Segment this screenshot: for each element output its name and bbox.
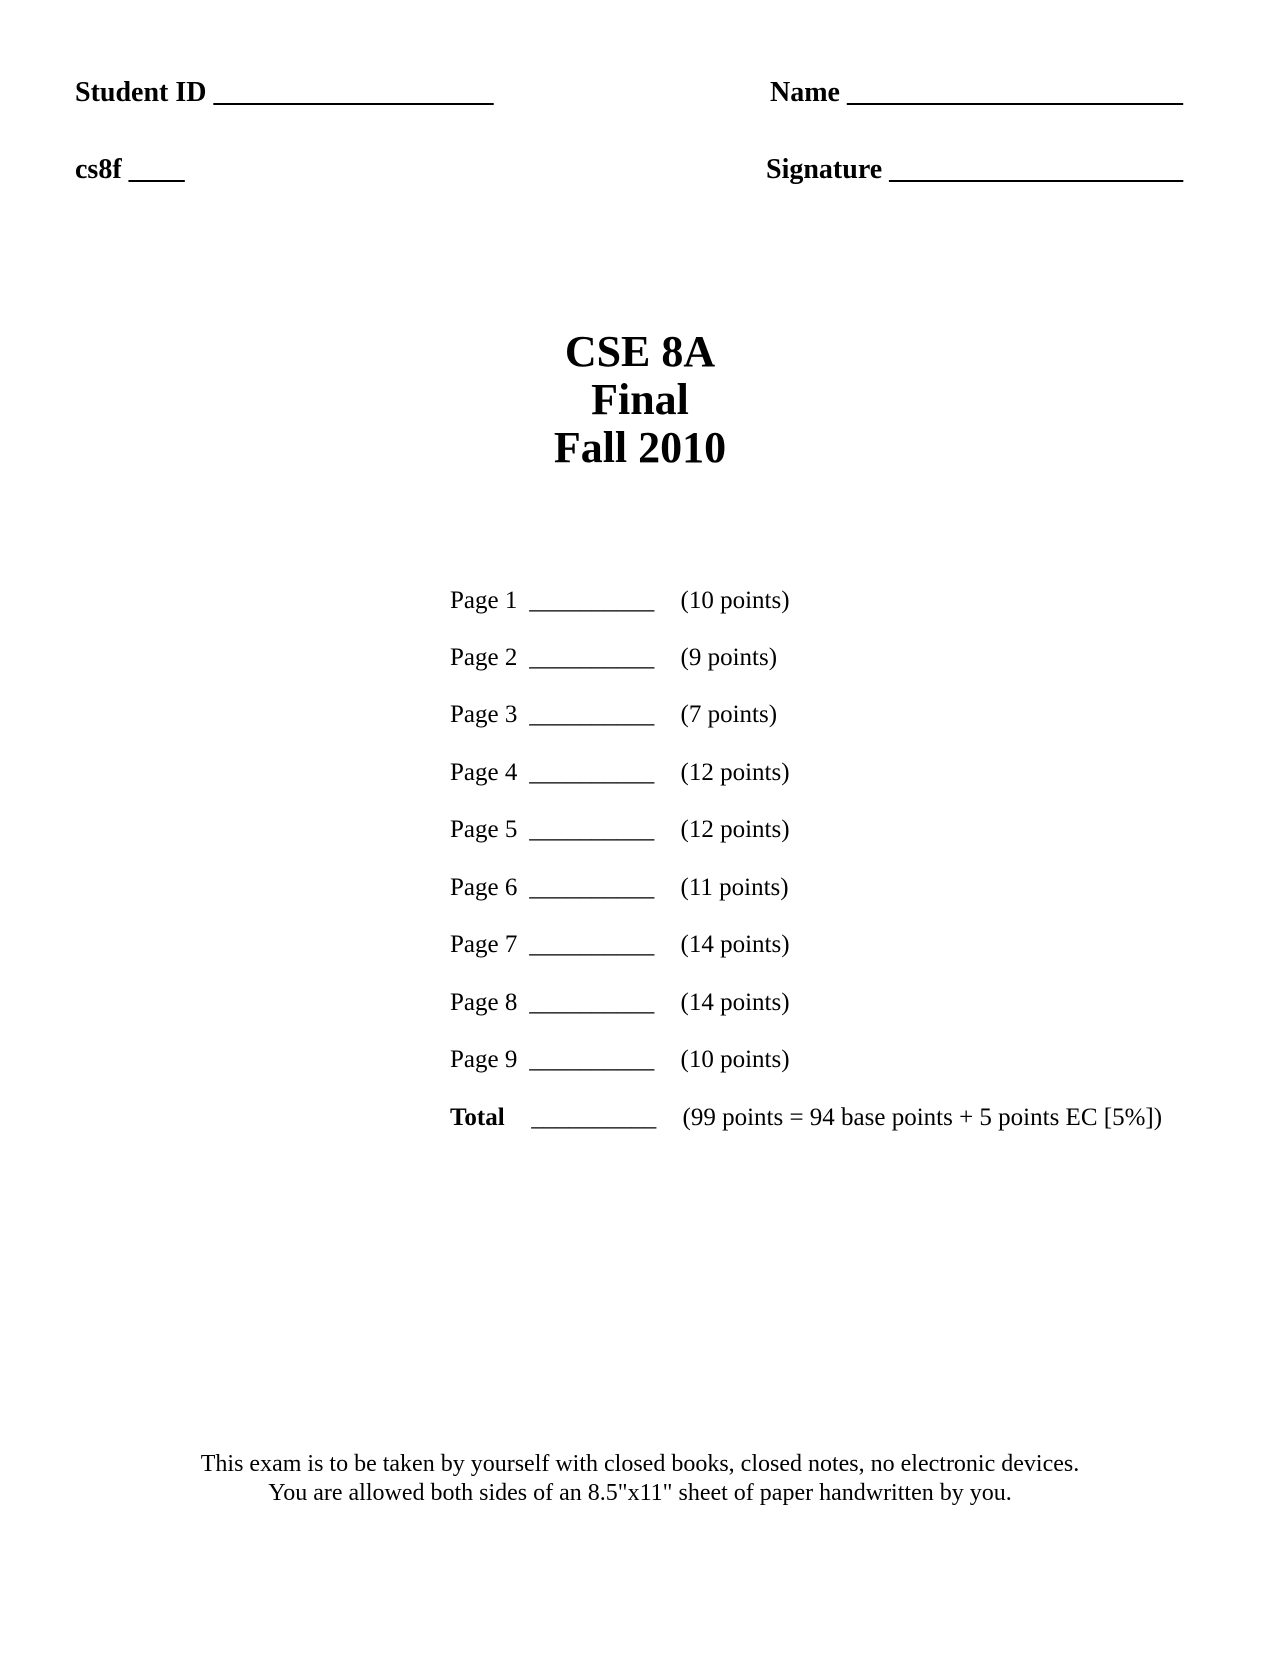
score-blank[interactable]: __________ <box>529 989 655 1016</box>
score-points: (9 points) <box>680 644 778 671</box>
total-blank[interactable]: __________ <box>531 1104 657 1131</box>
score-points: (7 points) <box>680 701 778 728</box>
score-label: Page 8 <box>450 989 518 1016</box>
score-points: (14 points) <box>680 931 790 958</box>
score-blank[interactable]: __________ <box>529 931 655 958</box>
score-points: (12 points) <box>680 816 790 843</box>
student-id-blank[interactable]: ____________________ <box>213 77 494 108</box>
instructions-line-2: You are allowed both sides of an 8.5"x11" sheet of paper handwritten by you. <box>268 1480 1012 1506</box>
exam-title <box>0 328 1280 472</box>
score-blank[interactable]: __________ <box>529 587 655 614</box>
cs8f-blank[interactable]: ____ <box>128 154 185 185</box>
score-row-page-6 <box>450 872 789 904</box>
score-row-total <box>450 1102 1162 1134</box>
score-row-page-2 <box>450 642 777 674</box>
score-label: Page 5 <box>450 816 518 843</box>
instructions-line-1: This exam is to be taken by yourself with closed books, closed notes, no electronic devices. <box>200 1451 1080 1477</box>
score-label: Page 6 <box>450 874 518 901</box>
score-points: (12 points) <box>680 759 790 786</box>
total-points: (99 points = 94 base points + 5 points EC [5%]) <box>682 1104 1163 1131</box>
exam-term: Fall 2010 <box>553 423 727 472</box>
score-label: Page 3 <box>450 701 518 728</box>
score-blank[interactable]: __________ <box>529 1046 655 1073</box>
score-row-page-7 <box>450 929 790 961</box>
score-label: Page 9 <box>450 1046 518 1073</box>
score-label: Page 1 <box>450 587 518 614</box>
score-label: Page 7 <box>450 931 518 958</box>
name-blank[interactable]: ________________________ <box>846 77 1183 108</box>
score-points: (14 points) <box>680 989 790 1016</box>
score-points: (10 points) <box>680 1046 790 1073</box>
score-row-page-5 <box>450 814 790 846</box>
score-blank[interactable]: __________ <box>529 816 655 843</box>
total-label: Total <box>450 1104 505 1131</box>
score-label: Page 4 <box>450 759 518 786</box>
signature-blank[interactable]: _____________________ <box>889 154 1184 185</box>
score-blank[interactable]: __________ <box>529 701 655 728</box>
score-row-page-1 <box>450 585 790 617</box>
score-row-page-4 <box>450 757 790 789</box>
exam-name: Final <box>591 375 689 424</box>
score-blank[interactable]: __________ <box>529 759 655 786</box>
cs8f-field[interactable] <box>75 153 185 187</box>
student-id-field[interactable] <box>75 76 493 110</box>
signature-field[interactable] <box>766 153 1183 187</box>
score-blank[interactable]: __________ <box>529 644 655 671</box>
course-title: CSE 8A <box>564 327 716 376</box>
score-blank[interactable]: __________ <box>529 874 655 901</box>
score-row-page-8 <box>450 987 790 1019</box>
cs8f-label: cs8f <box>75 154 122 185</box>
score-points: (11 points) <box>680 874 789 901</box>
signature-label: Signature <box>766 154 883 185</box>
name-field[interactable] <box>770 76 1183 110</box>
name-label: Name <box>770 77 840 108</box>
score-row-page-9 <box>450 1044 790 1076</box>
score-row-page-3 <box>450 699 777 731</box>
score-label: Page 2 <box>450 644 518 671</box>
student-id-label: Student ID <box>75 77 207 108</box>
exam-instructions <box>0 1450 1280 1508</box>
score-points: (10 points) <box>680 587 790 614</box>
